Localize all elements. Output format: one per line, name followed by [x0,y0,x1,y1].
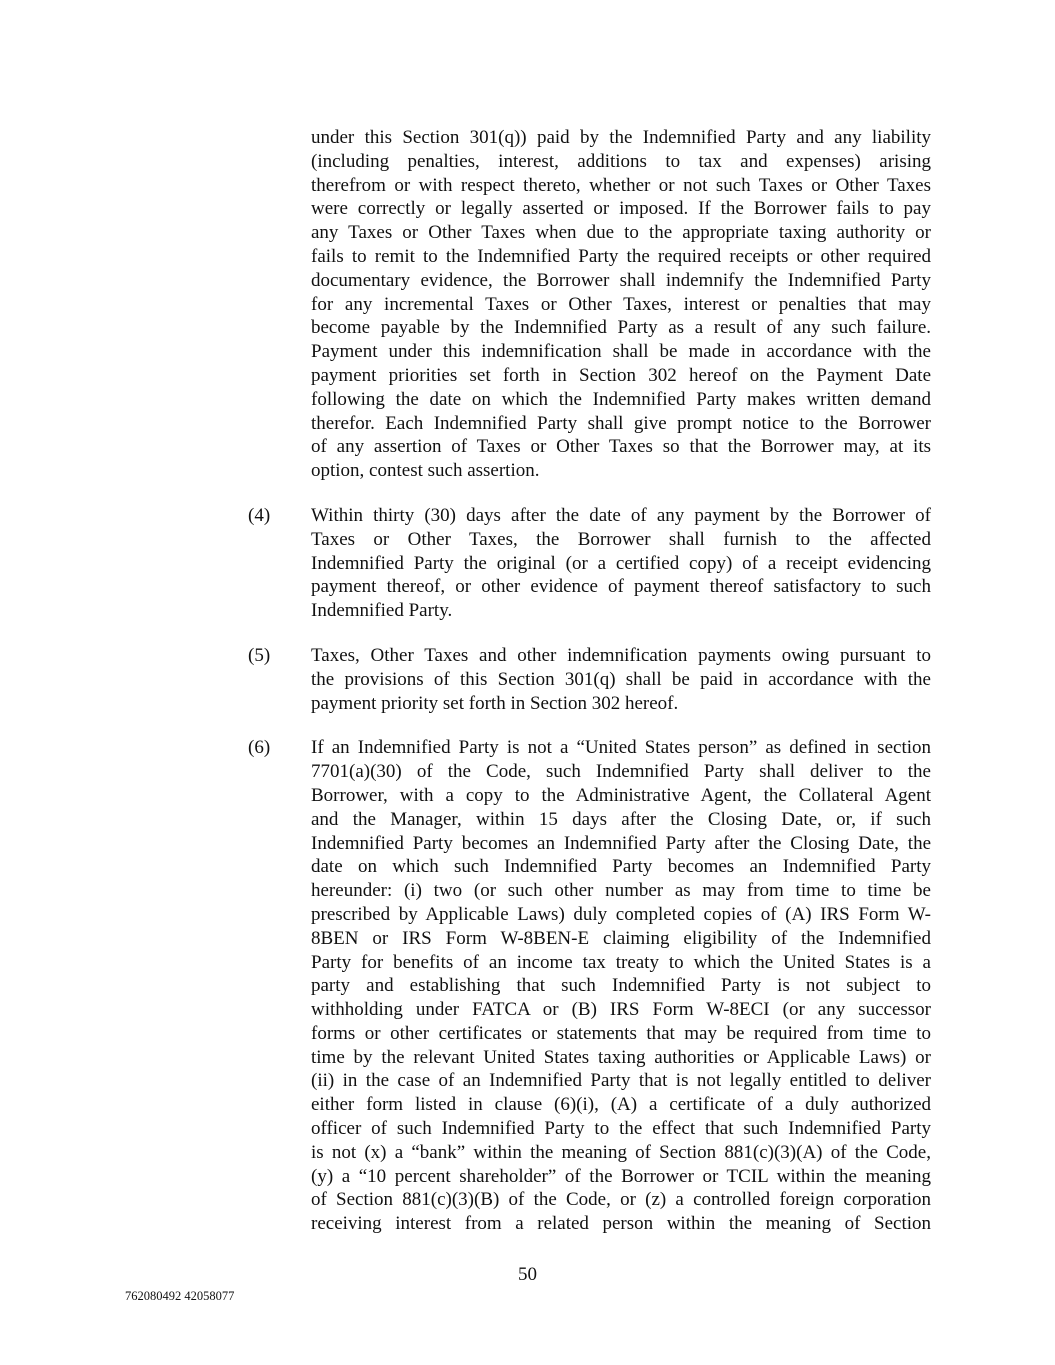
text-line: Borrower, with a copy to the Administrative Agent, the Collateral Agent [311,784,931,806]
paragraph-number: (6) [248,737,271,759]
text-line: If an Indemnified Party is not a “United States person” as defined in section [311,737,931,759]
text-line: prescribed by Applicable Laws) duly completed copies of (A) IRS Form W- [311,903,931,925]
paragraph [0,504,1055,623]
text-line: and the Manager, within 15 days after the Closing Date, or, if such [311,808,931,830]
text-line: time by the relevant United States taxing authorities or Applicable Laws) or [311,1046,931,1068]
text-line: fails to remit to the Indemnified Party the required receipts or other required [311,245,931,267]
text-line: either form listed in clause (6)(i), (A) a certificate of a duly authorized [311,1094,931,1116]
text-line: Payment under this indemnification shall be made in accordance with the [311,341,931,363]
text-line: (y) a “10 percent shareholder” of the Borrower or TCIL within the meaning [311,1165,931,1187]
text-line: Taxes or Other Taxes, the Borrower shall furnish to the affected [311,528,931,550]
text-line: payment thereof, or other evidence of payment thereof satisfactory to such [311,576,931,598]
text-line: officer of such Indemnified Party to the effect that such Indemnified Party [311,1118,931,1140]
paragraph [0,644,1055,715]
text-line: under this Section 301(q)) paid by the Indemnified Party and any liability [311,127,931,148]
text-line: become payable by the Indemnified Party as a result of any such failure. [311,317,931,339]
text-line: Taxes, Other Taxes and other indemnification payments owing pursuant to [311,644,931,666]
document-id: 762080492 42058077 [125,1289,235,1303]
text-line: for any incremental Taxes or Other Taxes, interest or penalties that may [311,293,931,315]
document-body [0,126,1055,1257]
text-line: Indemnified Party becomes an Indemnified Party after the Closing Date, the [311,832,931,854]
text-line: payment priority set forth in Section 302 hereof. [311,692,679,714]
text-line: documentary evidence, the Borrower shall indemnify the Indemnified Party [311,269,931,291]
text-line: therefor. Each Indemnified Party shall give prompt notice to the Borrower [311,412,931,434]
text-line: withholding under FATCA or (B) IRS Form W-8ECI (or any successor [311,999,931,1021]
text-line: party and establishing that such Indemnified Party is not subject to [311,975,931,997]
text-line: of Section 881(c)(3)(B) of the Code, or (z) a controlled foreign corporation [311,1189,931,1211]
text-line: therefrom or with respect thereto, whether or not such Taxes or Other Taxes [311,174,931,196]
paragraph-number: (4) [248,504,271,526]
text-line: (ii) in the case of an Indemnified Party that is not legally entitled to deliver [311,1070,931,1092]
text-line: of any assertion of Taxes or Other Taxes so that the Borrower may, at its [311,436,931,458]
text-line: were correctly or legally asserted or imposed. If the Borrower fails to pay [311,198,931,220]
text-line: date on which such Indemnified Party becomes an Indemnified Party [311,856,931,878]
text-line: following the date on which the Indemnified Party makes written demand [311,388,931,410]
text-line: payment priorities set forth in Section 302 hereof on the Payment Date [311,364,931,386]
text-line: (including penalties, interest, additions to tax and expenses) arising [311,150,931,172]
text-line: 8BEN or IRS Form W-8BEN-E claiming eligibility of the Indemnified [311,927,931,949]
page-number: 50 [518,1264,537,1285]
text-line: is not (x) a “bank” within the meaning of Section 881(c)(3)(A) of the Code, [311,1141,931,1163]
text-line: 7701(a)(30) of the Code, such Indemnified Party shall deliver to the [311,761,931,783]
text-line: Within thirty (30) days after the date of any payment by the Borrower of [311,504,931,526]
paragraph [0,736,1055,1236]
text-line: Party for benefits of an income tax treaty to which the United States is a [311,951,931,973]
text-line: Indemnified Party the original (or a certified copy) of a receipt evidencing [311,552,931,574]
paragraph [0,126,1055,483]
text-line: the provisions of this Section 301(q) shall be paid in accordance with the [311,668,931,690]
paragraph-number: (5) [248,644,271,666]
text-line: hereunder: (i) two (or such other number as may from time to time be [311,880,931,902]
text-line: Indemnified Party. [311,600,453,622]
text-line: forms or other certificates or statements that may be required from time to [311,1022,931,1044]
text-line: receiving interest from a related person within the meaning of Section [311,1213,931,1235]
text-line: option, contest such assertion. [311,460,540,482]
text-line: any Taxes or Other Taxes when due to the appropriate taxing authority or [311,222,931,244]
